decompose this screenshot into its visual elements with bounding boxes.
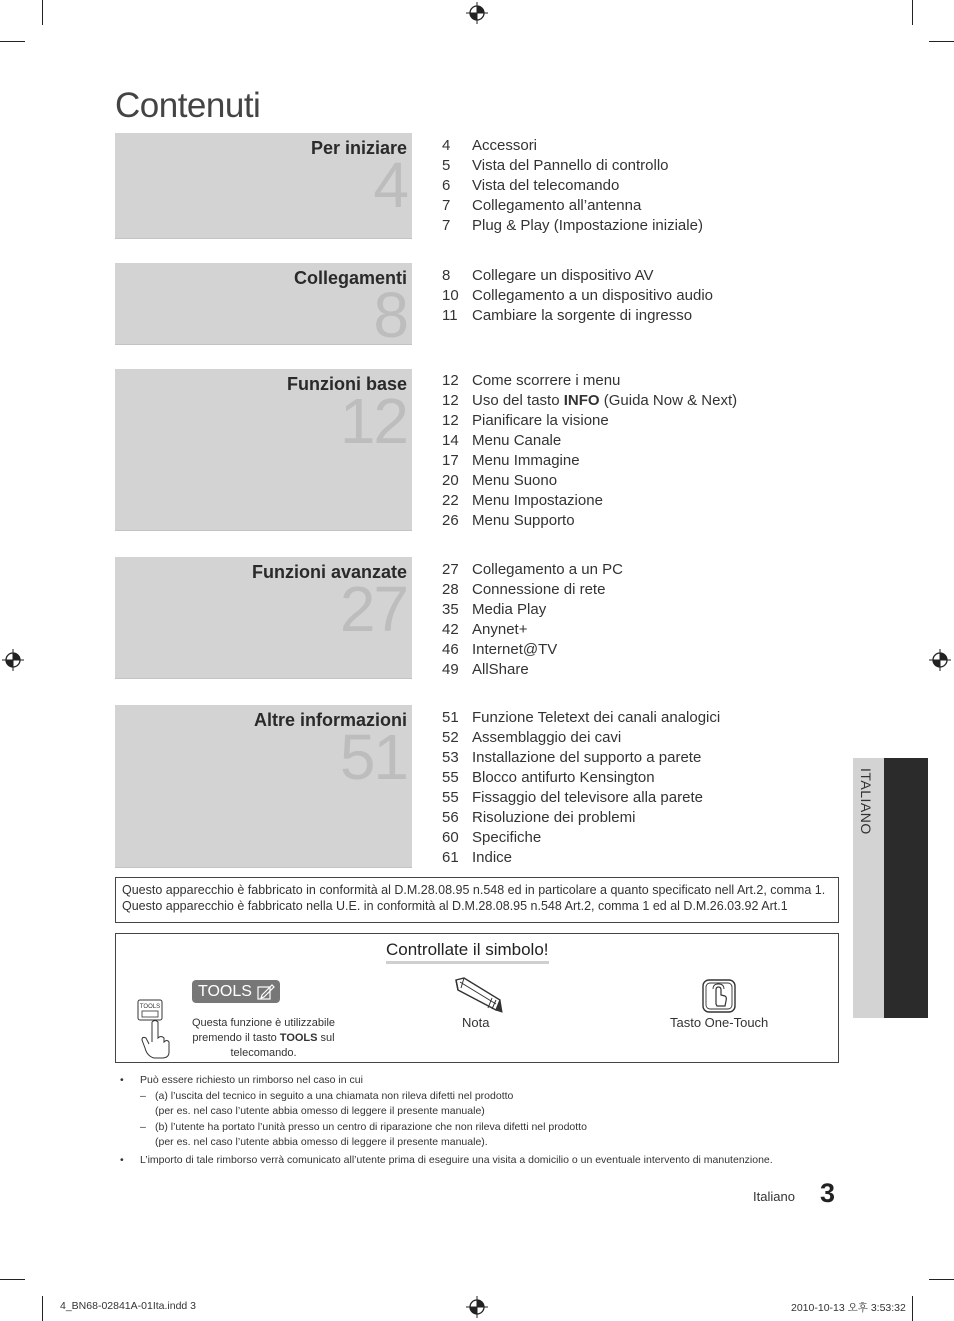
symbols-legend-box xyxy=(115,933,839,1063)
toc-page: 42 xyxy=(442,621,459,638)
footnote-item xyxy=(120,1120,587,1136)
toc-label: Indice xyxy=(472,849,513,866)
toc-page: 22 xyxy=(442,492,459,509)
section-box-collegamenti xyxy=(115,263,412,351)
toc-page: 27 xyxy=(442,561,459,578)
footnote-item xyxy=(120,1153,773,1169)
page-title: Contenuti xyxy=(115,86,261,125)
section-box-altre-informazioni xyxy=(115,705,412,868)
toc-page: 20 xyxy=(442,472,459,489)
language-tab-marker xyxy=(884,758,928,1018)
toc-page: 12 xyxy=(442,412,459,429)
footnote-item xyxy=(120,1135,488,1151)
registration-mark-icon xyxy=(2,649,24,671)
toc-label: Anynet+ xyxy=(472,621,528,638)
toc-label: Menu Impostazione xyxy=(472,492,603,509)
toc-page: 8 xyxy=(442,267,451,284)
toc-label: Assemblaggio dei cavi xyxy=(472,729,622,746)
toc-page: 11 xyxy=(442,307,458,324)
footnote-item xyxy=(120,1104,485,1120)
tools-label: TOOLS xyxy=(198,983,252,1000)
crop-mark xyxy=(0,1279,25,1280)
toc-page: 56 xyxy=(442,809,459,826)
section-box-funzioni-avanzate xyxy=(115,557,412,679)
toc-page: 4 xyxy=(442,137,451,154)
toc-label: Cambiare la sorgente di ingresso xyxy=(472,307,693,324)
toc-label: Pianificare la visione xyxy=(472,412,609,429)
toc-page: 46 xyxy=(442,641,459,658)
toc-page: 12 xyxy=(442,392,459,409)
footnote-text: (a) l’uscita del tecnico in seguito a una chiamata non rileva difetti nel prodotto xyxy=(155,1089,514,1102)
toc-label: Risoluzione dei problemi xyxy=(472,809,636,826)
toc-label: Fissaggio del televisore alla parete xyxy=(472,789,703,806)
toc-page: 52 xyxy=(442,729,459,746)
tools-desc-text: sul telecomando. xyxy=(230,1032,335,1059)
toc-label: Menu Suono xyxy=(472,472,558,489)
tools-desc-bold: TOOLS xyxy=(279,1032,318,1044)
footnote-text: (per es. nel caso l’utente abbia omesso di leggere il presente manuale). xyxy=(155,1136,488,1148)
toc-page: 10 xyxy=(442,287,459,304)
registration-mark-icon xyxy=(929,649,951,671)
toc-page: 12 xyxy=(442,372,459,389)
toc-page: 55 xyxy=(442,769,459,786)
toc-page: 35 xyxy=(442,601,459,618)
footnote-text: L’importo di tale rimborso verrà comunicato all’utente prima di eseguire una visita a domicilio o un eventuale intervento di manutenzione. xyxy=(140,1153,773,1166)
toc-label: Collegamento all’antenna xyxy=(472,197,642,214)
tools-button-icon xyxy=(192,980,280,1003)
toc-page: 17 xyxy=(442,452,459,469)
dash-marker: – xyxy=(140,1089,146,1102)
toc-label: Funzione Teletext dei canali analogici xyxy=(472,709,721,726)
footnotes xyxy=(120,1073,773,1168)
toc-label: Installazione del supporto a parete xyxy=(472,749,702,766)
tools-desc-text: Questa funzione è utilizzabile premendo il tasto xyxy=(191,1017,336,1044)
crop-mark xyxy=(42,1296,43,1321)
crop-mark xyxy=(929,41,954,42)
footnote-text: Può essere richiesto un rimborso nel caso in cui xyxy=(140,1074,363,1086)
toc-page: 61 xyxy=(442,849,459,866)
section-page-number: 8 xyxy=(373,279,407,351)
crop-mark xyxy=(0,41,25,42)
note-label: Nota xyxy=(462,1015,490,1030)
tools-edit-icon xyxy=(257,984,275,1000)
one-touch-button-icon xyxy=(701,978,737,1014)
toc-label: Vista del Pannello di controllo xyxy=(472,157,669,174)
print-date-info: 2010-10-13 오후 3:53:32 xyxy=(791,1302,906,1314)
section-box-per-iniziare xyxy=(115,133,412,239)
toc-label: Media Play xyxy=(472,601,547,618)
toc-label: Menu Supporto xyxy=(472,512,575,529)
toc-page: 7 xyxy=(442,217,451,234)
toc-label-info: Uso del tasto INFO (Guida Now & Next) xyxy=(472,392,738,409)
print-file-info: 4_BN68-02841A-01Ita.indd 3 xyxy=(60,1300,197,1312)
toc-label: Accessori xyxy=(472,137,538,154)
toc-label: Plug & Play (Impostazione iniziale) xyxy=(472,217,703,234)
one-touch-label: Tasto One-Touch xyxy=(670,1015,769,1030)
toc-page: 60 xyxy=(442,829,459,846)
footnote-text: (per es. nel caso l’utente abbia omesso di leggere il presente manuale) xyxy=(155,1105,485,1117)
toc-label: Come scorrere i menu xyxy=(472,372,621,389)
toc-page: 7 xyxy=(442,197,451,214)
section-title: Funzioni avanzate xyxy=(251,562,407,582)
toc-page: 49 xyxy=(442,661,459,678)
section-page-number: 12 xyxy=(339,385,407,457)
bullet-marker: • xyxy=(120,1153,124,1166)
section-title: Altre informazioni xyxy=(253,710,407,730)
bullet-marker: • xyxy=(120,1074,124,1086)
toc-page: 53 xyxy=(442,749,459,766)
footnote-item xyxy=(120,1073,363,1089)
note-pencil-icon xyxy=(452,976,504,1014)
footnote-text: (b) l’utente ha portato l’unità presso un centro di riparazione che non rileva difetti nel prodotto xyxy=(155,1120,587,1133)
section-title: Per iniziare xyxy=(310,138,407,158)
toc-label: Vista del telecomando xyxy=(472,177,620,194)
registration-mark-icon xyxy=(466,1296,488,1318)
footer-language: Italiano xyxy=(753,1189,795,1204)
crop-mark xyxy=(912,0,913,25)
toc-label: Collegamento a un PC xyxy=(472,561,623,578)
section-title: Funzioni base xyxy=(286,374,407,394)
toc-label: Blocco antifurto Kensington xyxy=(472,769,655,786)
toc-page: 26 xyxy=(442,512,459,529)
toc-page: 51 xyxy=(442,709,459,726)
toc-label: Specifiche xyxy=(472,829,542,846)
toc-page: 14 xyxy=(442,432,459,449)
crop-mark xyxy=(42,0,43,25)
registration-mark-icon xyxy=(466,2,488,24)
dash-marker: – xyxy=(140,1120,146,1133)
toc-label: Menu Canale xyxy=(472,432,562,449)
section-title: Collegamenti xyxy=(293,268,407,288)
section-page-number: 27 xyxy=(339,573,407,645)
toc-label: Collegare un dispositivo AV xyxy=(472,267,654,284)
language-tab-label: ITALIANO xyxy=(858,768,874,835)
footer-page-number: 3 xyxy=(820,1178,836,1208)
toc-label: AllShare xyxy=(472,661,529,678)
toc-label: Menu Immagine xyxy=(472,452,580,469)
remote-key-label: TOOLS xyxy=(139,1004,161,1010)
tools-description xyxy=(186,1016,341,1061)
toc-page: 55 xyxy=(442,789,459,806)
crop-mark xyxy=(912,1296,913,1321)
remote-press-hand-icon xyxy=(136,998,176,1060)
section-page-number: 4 xyxy=(373,149,407,221)
symbols-title: Controllate il simbolo! xyxy=(386,940,549,964)
section-box-funzioni-base xyxy=(115,369,412,531)
toc-page: 28 xyxy=(442,581,459,598)
crop-mark xyxy=(929,1279,954,1280)
footnote-item xyxy=(120,1089,514,1105)
toc-page: 6 xyxy=(442,177,451,194)
section-page-number: 51 xyxy=(339,721,407,793)
info-keyword: INFO xyxy=(563,392,600,409)
toc-label: Collegamento a un dispositivo audio xyxy=(472,287,713,304)
toc-label: Internet@TV xyxy=(472,641,558,658)
toc-page: 5 xyxy=(442,157,451,174)
conformity-notice: Questo apparecchio è fabbricato in conformità al D.M.28.08.95 n.548 ed in particolare a quanto specificato nell Art.2, comma 1. Questo apparecchio è fabbricato nella U.E. in conformità al D.M.28.08.95 n.548 Art.2, comma 1 ed al D.M.26.03.92 Art.1 xyxy=(115,877,839,923)
toc-label: Connessione di rete xyxy=(472,581,606,598)
